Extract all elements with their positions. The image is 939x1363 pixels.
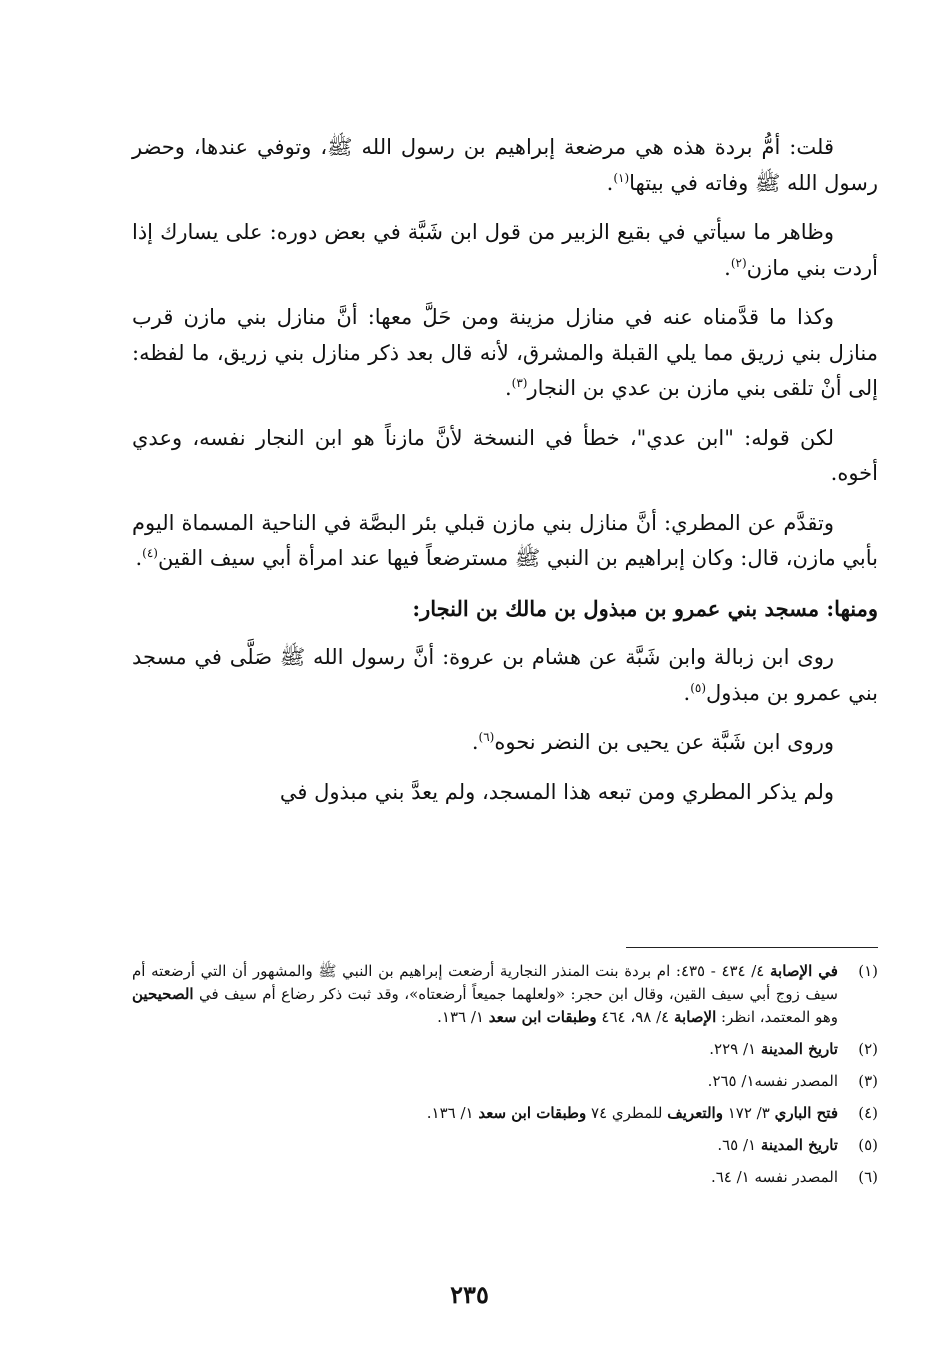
footnote-text-part: ١/ ٢٢٩. bbox=[709, 1040, 761, 1058]
page-number: ٢٣٥ bbox=[450, 1280, 489, 1309]
footnote-number: (٢) bbox=[858, 1040, 878, 1058]
source-title: وطبقات ابن سعد bbox=[478, 1104, 587, 1122]
footnote-text bbox=[132, 1134, 838, 1157]
paragraph-7-end: . bbox=[471, 730, 479, 754]
paragraph-1-end: . bbox=[606, 170, 614, 195]
footnote-3 bbox=[132, 1070, 878, 1093]
footnote-text-part: ١/ ١٣٦. bbox=[426, 1104, 479, 1122]
footnote-text-part: ١/ ٦٥. bbox=[717, 1136, 761, 1154]
paragraph-2-text: وظاهر ما سيأتي في بقيع الزبير من قول ابن شَبَّة في بعض دوره: على يسارك إذا أردت بني مازن bbox=[132, 220, 878, 280]
source-title: وطبقات ابن سعد bbox=[488, 1008, 597, 1026]
footnote-number: (٥) bbox=[858, 1136, 878, 1154]
footnote-number: (٤) bbox=[858, 1104, 878, 1122]
paragraph-5-end: . bbox=[135, 546, 143, 570]
footnote-ref-1: (١) bbox=[613, 170, 630, 185]
source-title: في الإصابة bbox=[769, 962, 838, 980]
footnote-divider bbox=[626, 947, 878, 948]
footnote-text: المصدر نفسه ١/ ٦٤. bbox=[710, 1168, 838, 1186]
paragraph-7 bbox=[132, 725, 878, 761]
paragraph-1-text: قلت: أمُّ بردة هذه هي مرضعة إبراهيم بن رسول الله ﷺ، وتوفي عندها، وحضر رسول الله ﷺ وفاته في بيتها bbox=[132, 135, 878, 195]
footnote-ref-6: (٦) bbox=[478, 730, 495, 744]
paragraph-4-text: لكن قوله: "ابن عدي"، خطأ في النسخة لأنَّ مازناً هو ابن النجار نفسه، وعدي أخوه. bbox=[132, 425, 878, 485]
paragraph-6 bbox=[132, 640, 878, 711]
footnote-ref-4: (٤) bbox=[142, 546, 158, 560]
paragraph-1 bbox=[132, 130, 878, 201]
source-title: فتح الباري bbox=[774, 1104, 838, 1122]
paragraph-5 bbox=[132, 506, 878, 577]
paragraph-8 bbox=[132, 775, 878, 811]
footnote-number: (٦) bbox=[858, 1168, 878, 1186]
footnote-text bbox=[132, 1102, 838, 1125]
paragraph-3-text: وكذا ما قدَّمناه عنه في منازل مزينة ومن حَلَّ معها: أنَّ منازل بني مازن قرب منازل بني زريق مما يلي القبلة والمشرق، لأنه قال بعد ذكر منازل بني زريق، ما لفظه: إلى أنْ تلقى بني مازن بن عدي بن النجار bbox=[132, 305, 878, 400]
source-title: الإصابة bbox=[674, 1008, 717, 1026]
paragraph-8-text: ولم يذكر المطري ومن تبعه هذا المسجد، ولم يعدَّ بني مبذول في bbox=[279, 779, 834, 804]
footnote-2 bbox=[132, 1038, 878, 1061]
paragraph-3 bbox=[132, 300, 878, 407]
source-title: والتعريف bbox=[667, 1104, 723, 1122]
footnote-number: (٣) bbox=[858, 1072, 878, 1090]
footnote-number: (١) bbox=[858, 962, 878, 980]
main-text bbox=[132, 130, 878, 824]
footnote-ref-3: (٣) bbox=[511, 376, 528, 390]
footnote-6 bbox=[132, 1166, 878, 1189]
footnote-text-part: ١/ ١٣٦. bbox=[437, 1008, 489, 1026]
section-heading: ومنها: مسجد بني عمرو بن مبذول بن مالك بن النجار: bbox=[412, 595, 878, 621]
paragraph-7-text: وروى ابن شَبَّة عن يحيى بن النضر نحوه bbox=[494, 730, 834, 754]
source-title: تاريخ المدينة bbox=[760, 1136, 838, 1154]
source-title: تاريخ المدينة bbox=[760, 1040, 838, 1058]
footnote-ref-5: (٥) bbox=[690, 680, 707, 695]
footnote-text bbox=[132, 960, 838, 1029]
footnote-text-part: للمطري ٧٤ bbox=[586, 1104, 668, 1122]
footnote-text-part: ٣/ ١٧٢ bbox=[722, 1104, 775, 1122]
footnote-text-part: ٤/ ٩٨، ٤٦٤ bbox=[596, 1008, 674, 1026]
footnote-1 bbox=[132, 960, 878, 1029]
footnote-text: المصدر نفسه١/ ٢٦٥. bbox=[707, 1072, 838, 1090]
paragraph-2 bbox=[132, 215, 878, 286]
paragraph-6-end: . bbox=[683, 680, 691, 705]
paragraph-3-end: . bbox=[504, 376, 512, 400]
footnote-text-part: ٤/ ٤٣٤ - ٤٣٥: ام بردة بنت المنذر النجارية أرضعت إبراهيم بن النبي ﷺ والمشهور أن التي أرضعته أم سيف زوج أبي سيف القين، وقال ابن حجر: «ولعلهما جميعاً أرضعتاه»، وقد ثبت ذكر رضاع أم سيف في bbox=[132, 962, 838, 1003]
paragraph-5-text: وتقدَّم عن المطري: أنَّ منازل بني مازن قبلي بئر البصَّة في الناحية المسماة اليوم بأبي مازن، قال: وكان إبراهيم بن النبي ﷺ مسترضعاً فيها عند امرأة أبي سيف القين bbox=[132, 510, 878, 570]
footnotes bbox=[132, 960, 878, 1198]
footnote-ref-2: (٢) bbox=[730, 255, 747, 270]
footnote-5 bbox=[132, 1134, 878, 1157]
paragraph-2-end: . bbox=[724, 255, 731, 280]
paragraph-6-text: روى ابن زبالة وابن شَبَّة عن هشام بن عروة: أنَّ رسول الله ﷺ صَلَّى في مسجد بني عمرو بن مبذول bbox=[132, 645, 878, 705]
footnote-text-part: وهو المعتمد، انظر: bbox=[716, 1008, 838, 1026]
paragraph-4 bbox=[132, 421, 878, 492]
source-title: الصحيحين bbox=[132, 985, 194, 1003]
footnote-4 bbox=[132, 1102, 878, 1125]
footnote-text bbox=[132, 1038, 838, 1061]
